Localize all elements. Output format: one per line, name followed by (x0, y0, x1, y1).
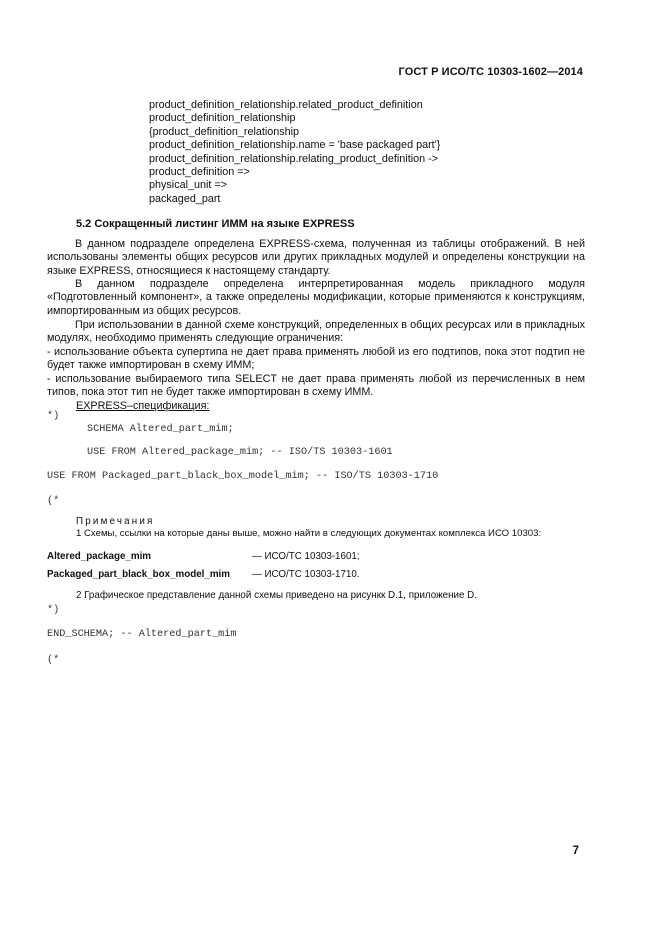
comment-end-marker: *) (47, 411, 60, 422)
paragraph-constraints: При использовании в данной схеме конструкций, определенных в общих ресурсах или в прикладных модулях, необходимо применять следующие ограничения: (47, 319, 585, 345)
paragraph-model: В данном подразделе определена интерпретированная модель прикладного модуля «Подготовленный компонент», а также определены модификации, которые применяются к конструкциям, импортированным из общих ресурсов. (47, 278, 585, 317)
schema-declaration: SCHEMA Altered_part_mim; (87, 424, 234, 435)
rule-line: product_definition_relationship.related_product_definition (149, 99, 423, 111)
constraint-supertype: - использование объекта супертипа не дает права применять любой из его подтипов, пока этот подтип не будет также импортирован в схему ИММ; (47, 346, 585, 372)
rule-line: product_definition => (149, 166, 250, 179)
rule-line: physical_unit => (149, 179, 228, 192)
rule-line: product_definition_relationship (149, 112, 296, 125)
ref-schema-name: Packaged_part_black_box_model_mim (47, 569, 230, 580)
paragraph-intro: В данном подразделе определена EXPRESS-схема, полученная из таблицы отображений. В ней использованы элементы общих ресурсов или других прикладных модулей и определены конструкции на языке EXPRESS, относящиеся к настоящему стандарту. (47, 238, 585, 277)
ref-schema-name: Altered_package_mim (47, 551, 152, 562)
page-number: 7 (572, 845, 579, 857)
use-from-line: USE FROM Altered_package_mim; -- ISO/TS 10303-1601 (87, 447, 393, 458)
ref-document: — ИСО/ТС 10303-1710. (252, 569, 360, 580)
express-spec-label: EXPRESS–спецификация: (76, 400, 210, 412)
mapping-rule-block (149, 99, 440, 206)
rule-line: {product_definition_relationship (149, 125, 300, 138)
note-title: Примечания (76, 516, 155, 527)
rule-line: packaged_part (149, 192, 221, 205)
note-item-1: 1 Схемы, ссылки на которые даны выше, можно найти в следующих документах комплекса ИСО 10303: (76, 528, 542, 539)
comment-start-marker: (* (47, 655, 60, 666)
comment-end-marker: *) (47, 605, 60, 616)
rule-line: product_definition_relationship.relating_product_definition -> (149, 152, 439, 165)
end-schema-line: END_SCHEMA; -- Altered_part_mim (47, 629, 237, 640)
constraint-select: - использование выбираемого типа SELECT не дает права применять любой из перечисленных в нем типов, пока этот тип не будет также импортирован в схему ИММ. (47, 373, 585, 399)
use-from-line: USE FROM Packaged_part_black_box_model_mim; -- ISO/TS 10303-1710 (47, 471, 439, 482)
section-title: 5.2 Сокращенный листинг ИММ на языке EXPRESS (76, 218, 355, 230)
document-header: ГОСТ Р ИСО/ТС 10303-1602—2014 (398, 66, 583, 78)
ref-document: — ИСО/ТС 10303-1601; (252, 551, 360, 562)
note-item-2: 2 Графическое представление данной схемы приведено на рисункк D.1, приложение D. (76, 590, 477, 601)
comment-start-marker: (* (47, 496, 60, 507)
rule-line: product_definition_relationship.name = 'base packaged part'} (149, 139, 441, 152)
